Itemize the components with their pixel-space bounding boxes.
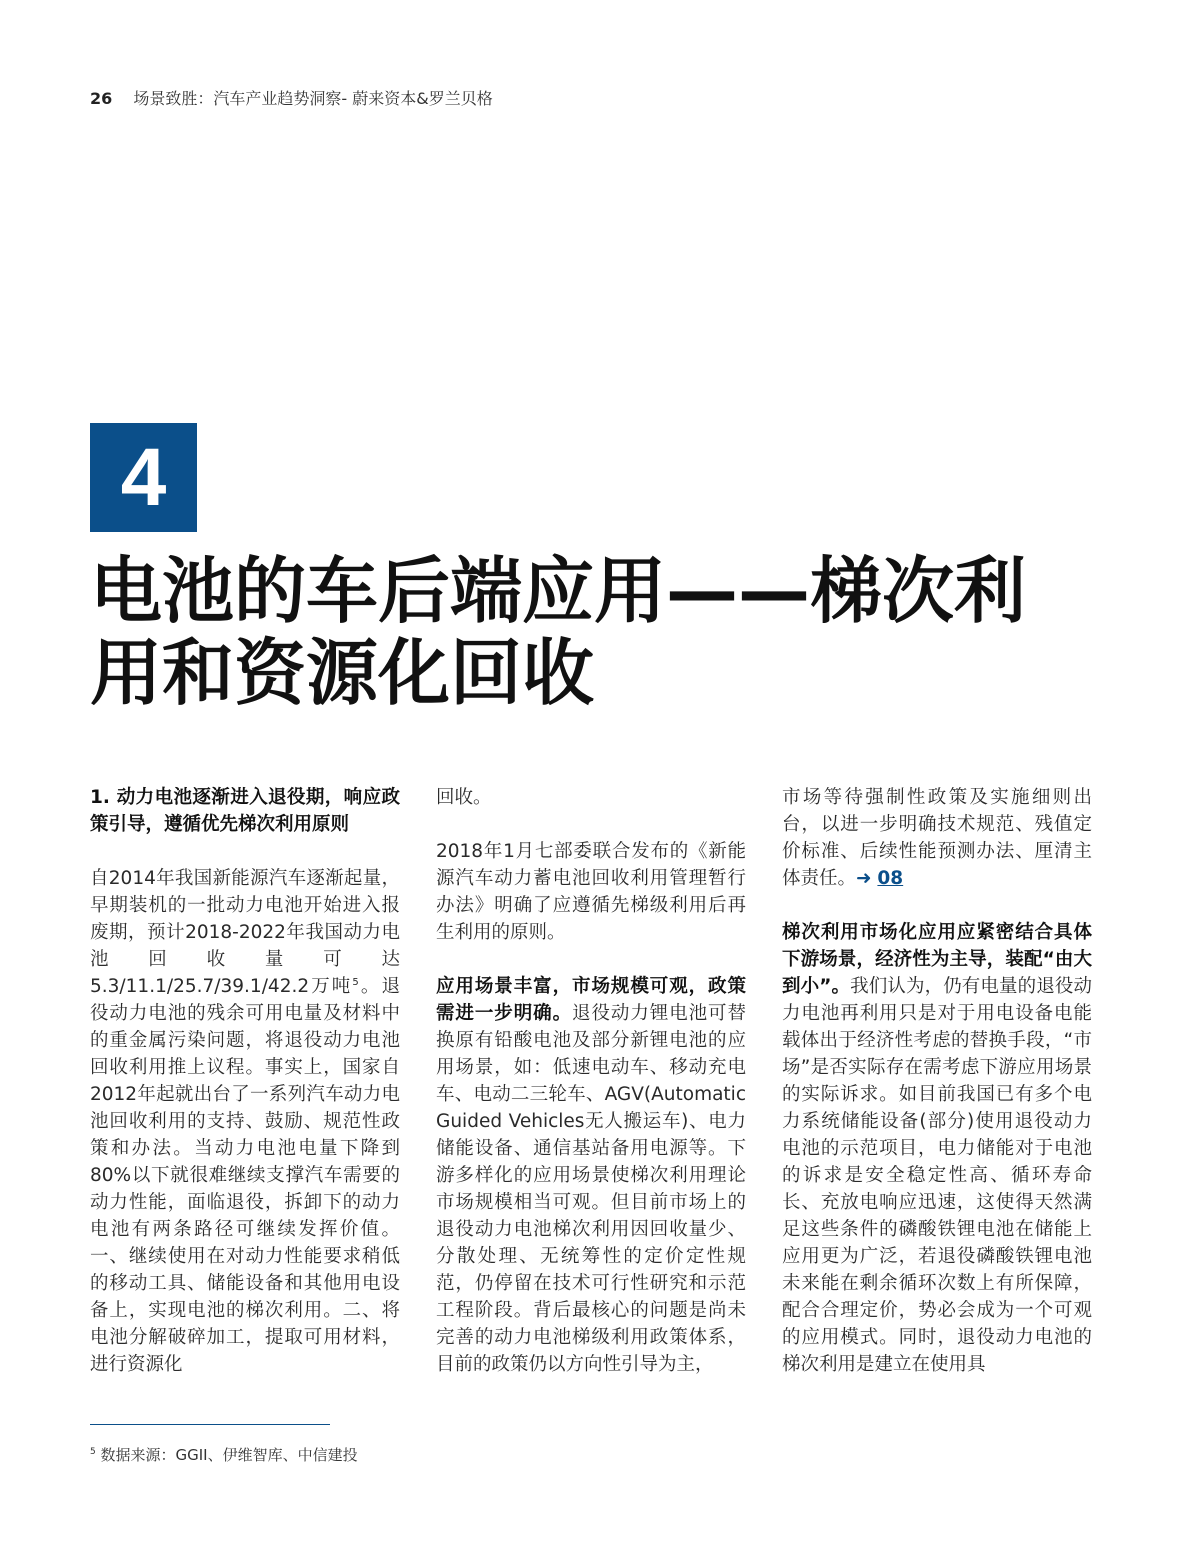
- body-paragraph: [436, 973, 746, 1378]
- column-3: [782, 784, 1092, 1405]
- footnote-text: 数据来源：GGII、伊维智库、中信建投: [95, 1446, 358, 1464]
- paragraph-text: 退役动力锂电池可替换原有铅酸电池及部分新锂电池的应用场景，如：低速电动车、移动充电车、电动二三轮车、AGV(Automatic Guided Vehicles无人搬运车)、电力储能设备、通信基站备用电源等。下游多样化的应用场景使梯次利用理论市场规模相当可观。但目前市场上的退役动力电池梯次利用因回收量少、分散处理、无统筹性的定价定性规范，仍停留在技术可行性研究和示范工程阶段。背后最核心的问题是尚未完善的动力电池梯级利用政策体系，目前的政策仍以方向性引导为主，: [436, 1003, 746, 1375]
- chapter-title-line1: 电池的车后端应用——梯次利: [90, 549, 1027, 633]
- paragraph-lead: 应用场景丰富，市场规模可观，政策需进一步明确。: [436, 976, 746, 1024]
- page-header: [90, 86, 493, 109]
- paragraph-text: 市场等待强制性政策及实施细则出台，以进一步明确技术规范、残值定价标准、后续性能预测办法、厘清主体责任。: [782, 787, 1092, 889]
- footnote-divider: [90, 1424, 330, 1425]
- arrow-right-icon: ➜: [856, 868, 872, 889]
- running-title: 场景致胜：汽车产业趋势洞察- 蔚来资本&罗兰贝格: [133, 89, 493, 108]
- footnote: [90, 1444, 358, 1465]
- body-paragraph: 回收。: [436, 787, 492, 808]
- column-2: [436, 784, 746, 1405]
- paragraph-lead: 梯次利用市场化应用应紧密结合具体下游场景，经济性为主导，装配“由大到小”。: [782, 922, 1092, 997]
- paragraph-text: 我们认为，仍有电量的退役动力电池再利用只是对于用电设备电能载体出于经济性考虑的替换手段，“市场”是否实际存在需考虑下游应用场景的实际诉求。如目前我国已有多个电力系统储能设备(部分)使用退役动力电池的示范项目，电力储能对于电池的诉求是安全稳定性高、循环寿命长、充放电响应迅速，这使得天然满足这些条件的磷酸铁锂电池在储能上应用更为广泛，若退役磷酸铁锂电池未来能在剩余循环次数上有所保障，配合合理定价，势必会成为一个可观的应用模式。同时，退役动力电池的梯次利用是建立在使用具: [782, 976, 1092, 1375]
- chapter-title-line2: 用和资源化回收: [90, 631, 595, 715]
- page-number: 26: [90, 89, 113, 108]
- body-paragraph: 2018年1月七部委联合发布的《新能源汽车动力蓄电池回收利用管理暂行办法》明确了应遵循先梯级利用后再生利用的原则。: [436, 841, 746, 943]
- body-paragraph: [782, 919, 1092, 1378]
- body-paragraph: [782, 784, 1092, 892]
- paragraph-text: 。退役动力电池的残余可用电量及材料中的重金属污染问题，将退役动力电池回收利用推上议程。事实上，国家自2012年起就出台了一系列汽车动力电池回收利用的支持、鼓励、规范性政策和办法。当动力电池电量下降到80%以下就很难继续支撑汽车需要的动力性能，面临退役，拆卸下的动力电池有两条路径可继续发挥价值。一、继续使用在对动力性能要求稍低的移动工具、储能设备和其他用电设备上，实现电池的梯次利用。二、将电池分解破碎加工，提取可用材料，进行资源化: [90, 976, 400, 1375]
- paragraph-text: 自2014年我国新能源汽车逐渐起量，早期装机的一批动力电池开始进入报废期，预计2018-2022年我国动力电池回收量可达5.3/11.1/25.7/39.1/42.2万吨: [90, 868, 400, 997]
- chapter-title: [90, 550, 1100, 714]
- section-subheading: 1. 动力电池逐渐进入退役期，响应政策引导，遵循优先梯次利用原则: [90, 787, 400, 835]
- footnote-ref[interactable]: 5: [352, 976, 359, 988]
- footnote-mark: 5: [90, 1447, 96, 1457]
- body-paragraph: [90, 865, 400, 1378]
- chapter-number-badge: 4: [90, 423, 197, 532]
- cross-reference-link[interactable]: 08: [877, 868, 904, 889]
- column-1: [90, 784, 400, 1405]
